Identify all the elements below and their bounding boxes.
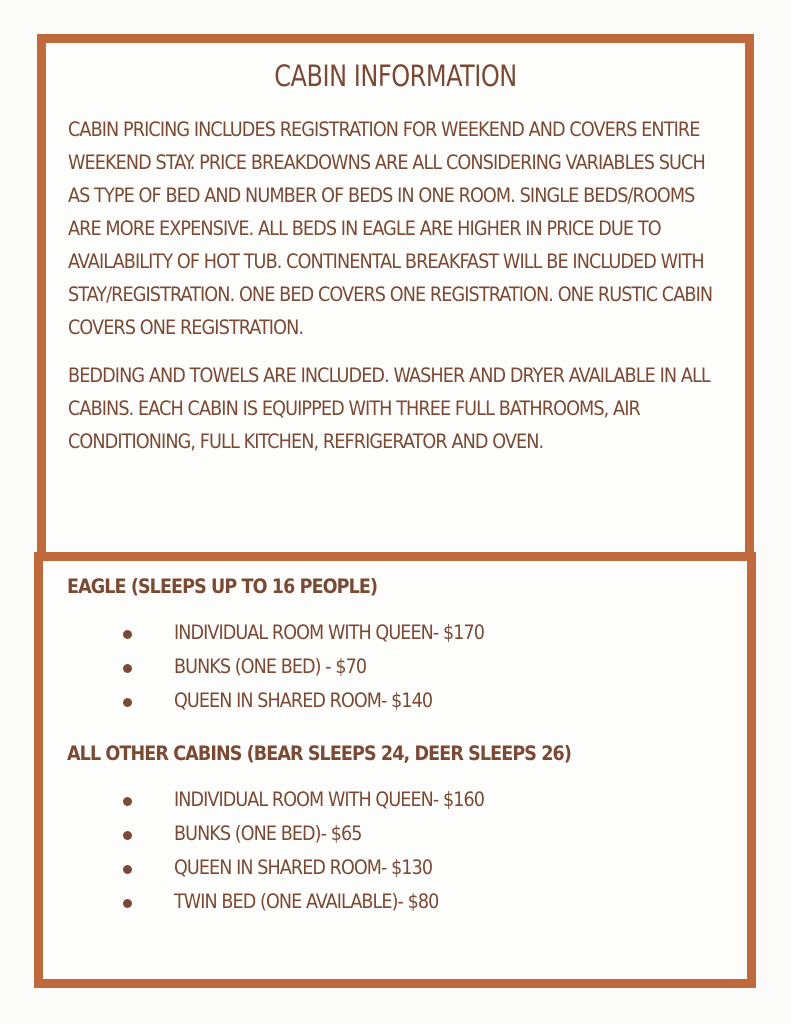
list-item xyxy=(67,684,747,718)
list-item xyxy=(67,650,747,684)
bullet-icon xyxy=(123,899,132,908)
list-item xyxy=(67,817,747,851)
price-item-label: INDIVIDUAL ROOM WITH QUEEN- $170 xyxy=(174,621,485,644)
bullet-icon xyxy=(123,698,132,707)
bullet-icon xyxy=(123,664,132,673)
pricing-description: CABIN PRICING INCLUDES REGISTRATION FOR WEEKEND AND COVERS ENTIRE WEEKEND STAY. PRICE BREAKDOWNS ARE ALL CONSIDERING VARIABLES SUCH AS TYPE OF BED AND NUMBER OF BEDS IN ONE ROOM. SINGLE BEDS/ROOMS ARE MORE EXPENSIVE. ALL BEDS IN EAGLE ARE HIGHER IN PRICE DUE TO AVAILABILITY OF HOT TUB. CONTINENTAL BREAKFAST WILL BE INCLUDED WITH STAY/REGISTRATION. ONE BED COVERS ONE REGISTRATION. ONE RUSTIC CABIN COVERS ONE REGISTRATION. xyxy=(68,118,713,339)
list-item xyxy=(67,616,747,650)
other-cabins-price-list xyxy=(67,783,747,919)
list-item xyxy=(67,885,747,919)
bullet-icon xyxy=(123,865,132,874)
price-item-label: QUEEN IN SHARED ROOM- $130 xyxy=(174,856,433,879)
price-item-label: TWIN BED (ONE AVAILABLE)- $80 xyxy=(174,890,439,913)
price-item-label: BUNKS (ONE BED) - $70 xyxy=(174,655,367,678)
eagle-price-list xyxy=(67,616,747,718)
list-item xyxy=(67,851,747,885)
price-item-label: QUEEN IN SHARED ROOM- $140 xyxy=(174,689,433,712)
list-item xyxy=(67,783,747,817)
page-title: CABIN INFORMATION xyxy=(274,59,517,93)
other-cabins-heading: ALL OTHER CABINS (BEAR SLEEPS 24, DEER SLEEPS 26) xyxy=(67,742,571,765)
bullet-icon xyxy=(123,831,132,840)
amenities-description: BEDDING AND TOWELS ARE INCLUDED. WASHER AND DRYER AVAILABLE IN ALL CABINS. EACH CABIN IS EQUIPPED WITH THREE FULL BATHROOMS, AIR CONDITIONING, FULL KITCHEN, REFRIGERATOR AND OVEN. xyxy=(68,364,710,453)
cabin-information-panel xyxy=(37,34,754,562)
price-item-label: INDIVIDUAL ROOM WITH QUEEN- $160 xyxy=(174,788,485,811)
cabin-pricing-panel xyxy=(34,552,756,988)
eagle-heading: EAGLE (SLEEPS UP TO 16 PEOPLE) xyxy=(67,575,378,598)
bullet-icon xyxy=(123,797,132,806)
price-item-label: BUNKS (ONE BED)- $65 xyxy=(174,822,362,845)
bullet-icon xyxy=(123,630,132,639)
